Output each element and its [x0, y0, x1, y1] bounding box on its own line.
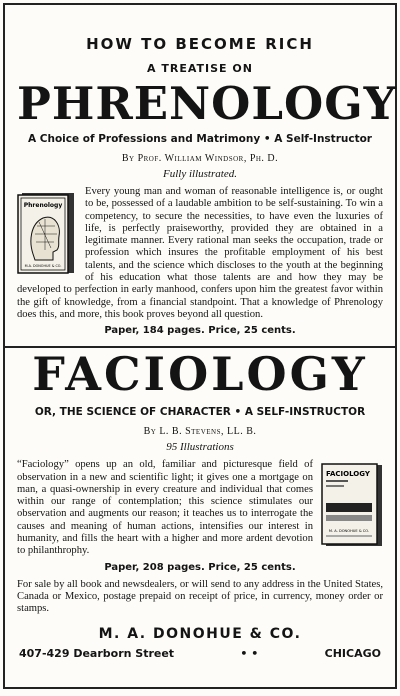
phrenology-body — [17, 186, 383, 321]
advertisement-page — [3, 3, 397, 689]
faciology-tagline: OR, THE SCIENCE OF CHARACTER • A SELF-INSTRUCTOR — [34, 406, 366, 419]
phrenology-illustrations-note: Fully illustrated. — [163, 168, 237, 180]
book-cover-publisher: M.A. DONOHUE & CO. — [24, 264, 62, 268]
book-cover-title: FACIOLOGY — [326, 470, 370, 479]
faciology-author: By L. B. Stevens, LL. B. — [143, 426, 257, 438]
book-cover-title: Phrenology — [23, 202, 63, 209]
phrenology-tagline: A Choice of Professions and Matrimony • A Self-Instructor — [28, 133, 372, 145]
phrenology-author: By Prof. William Windsor, Ph. D. — [121, 153, 279, 164]
phrenology-book-cover-image — [17, 192, 75, 274]
sales-note: For sale by all book and newsdealers, or will send to any address in the United States, Canada or Mexico, postage prepaid on receipt of price, in currency, money order or stamps. — [17, 578, 383, 615]
faciology-book-cover-image — [321, 463, 383, 547]
street-address: 407-429 Dearborn Street — [19, 646, 175, 660]
headline: HOW TO BECOME RICH — [86, 35, 314, 53]
publisher-address-row — [17, 647, 383, 660]
phrenology-price: Paper, 184 pages. Price, 25 cents. — [104, 325, 296, 337]
phrenology-body-text: Every young man and woman of reasonable intelligence is, or ought to be, possessed of a laudable ambition to be self-sustaining. To win a competency, to secure the necessities, to have even the luxuries of life, is perfectly praiseworthy, provided they are obtained in a legitimate manner. Every rational man seeks the occupation, trade or profession which insures the profitable employment of his best talents, and the science which discloses to the youth at the beginning of his education what those talents are and how they may be developed to perfection in early manhood, confers upon him the greatest favor within the gift of knowledge, from a financial standpoint. That a knowledge of Phrenology does this, and more, this book proves beyond all question. — [17, 186, 383, 320]
city: CHICAGO — [324, 646, 381, 660]
faciology-body-text: “Faciology” opens up an old, familiar and picturesque field of observation in a new and scientific light; it gives one a mortgage on man, a quasi-ownership in every creature and individual that comes within our range of contemplation; this science stimulates our observation and augments our reason; it teaches us to interrogate the causes and meaning of human actions, intensifies our interest in humanity, and fills the heart with a higher and more ardent devotion to philanthrophy. — [17, 459, 313, 557]
publisher-name: M. A. DONOHUE & CO. — [98, 625, 302, 642]
faciology-title: FACIOLOGY — [32, 347, 368, 402]
book-cover-publisher: M. A. DONOHUE & CO. — [328, 529, 370, 534]
faciology-illustrations-note: 95 Illustrations — [166, 441, 234, 454]
address-separator: • • — [240, 646, 259, 660]
faciology-price: Paper, 208 pages. Price, 25 cents. — [104, 561, 296, 573]
faciology-body — [17, 459, 383, 557]
subtitle: A TREATISE ON — [147, 62, 253, 75]
phrenology-title: PHRENOLOGY — [17, 77, 397, 130]
